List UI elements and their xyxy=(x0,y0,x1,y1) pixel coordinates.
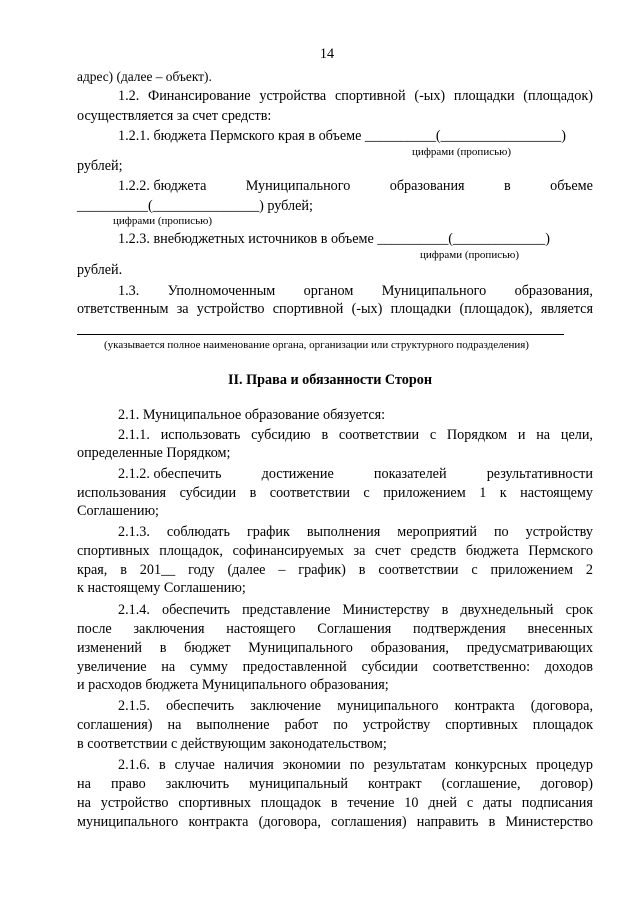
word: выполнение xyxy=(196,717,270,733)
paragraph-2-1-4-line-1 xyxy=(118,602,593,619)
paragraph-2-1-2-line-1 xyxy=(118,466,593,483)
paragraph-line: осуществляется за счет средств: xyxy=(77,108,272,124)
word: результатам xyxy=(373,757,446,773)
word: образования, xyxy=(514,283,593,299)
word: устройство xyxy=(196,301,265,317)
word: процедур xyxy=(536,757,593,773)
word: (площадок) xyxy=(523,88,593,104)
paragraph-line: определенные Порядком; xyxy=(77,445,231,461)
word: с xyxy=(363,485,370,501)
word: в xyxy=(441,602,449,618)
word: устройства xyxy=(259,88,327,104)
paragraph-2-1: 2.1. Муниципальное образование обязуется: xyxy=(118,407,386,423)
word: площадок xyxy=(260,795,321,811)
word: Министерству xyxy=(342,602,430,618)
word: экономии xyxy=(282,757,341,773)
word: 1 xyxy=(479,485,487,501)
word: муниципального xyxy=(77,814,179,830)
word: соглашения) xyxy=(77,717,153,733)
word: на xyxy=(77,776,91,792)
word: с xyxy=(471,562,478,578)
word: обеспечить xyxy=(161,602,230,618)
word: соответствии xyxy=(378,562,459,578)
paragraph-1-3-line-1 xyxy=(118,283,593,300)
word: приложением xyxy=(490,562,574,578)
blank-fill-line xyxy=(77,334,564,335)
paragraph-2-1-4-line-4 xyxy=(77,659,593,676)
word: двухнедельный xyxy=(460,602,554,618)
word: к xyxy=(499,485,507,501)
word: за xyxy=(176,301,189,317)
word: достижение xyxy=(261,466,334,482)
word: с xyxy=(429,427,437,443)
word: Соглашения xyxy=(317,621,392,637)
paragraph-line: и расходов бюджета Муниципального образования; xyxy=(77,677,389,693)
word: спортивных xyxy=(445,717,518,733)
word: 2 xyxy=(585,562,593,578)
word: предоставленной xyxy=(242,659,347,675)
word: Муниципального xyxy=(245,178,351,194)
word: спортивных xyxy=(178,795,251,811)
paragraph-2-1-3-line-2 xyxy=(77,543,593,560)
word: на xyxy=(77,795,91,811)
word: Порядком xyxy=(446,427,508,443)
word: в xyxy=(488,814,496,830)
word: доходов xyxy=(544,659,593,675)
paragraph-line: адрес) (далее – объект). xyxy=(77,69,212,84)
paragraph-line: __________(_______________) рублей; xyxy=(77,198,313,214)
caption-digits-words: цифрами (прописью) xyxy=(412,146,511,158)
paragraph-line: к настоящему Соглашению; xyxy=(77,580,246,596)
word: Уполномоченным xyxy=(167,283,276,299)
word: 10 xyxy=(404,795,419,811)
paragraph-line: Соглашению; xyxy=(77,503,159,519)
word: использовать xyxy=(160,427,241,443)
word: течение xyxy=(347,795,395,811)
word: представление xyxy=(242,602,331,618)
word: устройство xyxy=(100,795,169,811)
word: предусматривающих xyxy=(466,640,593,656)
word: в xyxy=(330,795,338,811)
paragraph-2-1-3-line-1 xyxy=(118,524,593,541)
word: сумму xyxy=(189,659,228,675)
word: за xyxy=(353,543,366,559)
word: (соглашение, xyxy=(441,776,521,792)
word: субсидии xyxy=(179,485,237,501)
word: соглашения) xyxy=(331,814,407,830)
word: увеличение xyxy=(77,659,147,675)
word: заключение xyxy=(250,698,322,714)
word: 2.1.1. xyxy=(118,427,150,443)
word: после xyxy=(77,621,112,637)
word: в xyxy=(358,562,366,578)
word: право xyxy=(110,776,146,792)
word: бюджета xyxy=(465,543,519,559)
word: заключить xyxy=(165,776,230,792)
word: соответствии xyxy=(269,485,350,501)
word: (-ых) xyxy=(351,301,383,317)
paragraph-2-1-3-line-3 xyxy=(77,562,593,579)
word: работ xyxy=(284,717,319,733)
word: договор) xyxy=(540,776,593,792)
word: Министерство xyxy=(505,814,593,830)
paragraph-1-3-line-2 xyxy=(77,301,593,318)
word: 2.1.6. xyxy=(118,757,150,773)
word: соответственно: xyxy=(432,659,531,675)
word: график) xyxy=(298,562,346,578)
word: 1.2.2. бюджета xyxy=(118,178,207,194)
word: является xyxy=(540,301,593,317)
word: в xyxy=(158,757,166,773)
word: в xyxy=(120,562,127,578)
word: 2.1.3. xyxy=(118,524,150,540)
word: году xyxy=(188,562,215,578)
paragraph-1-2-line-1 xyxy=(118,88,593,105)
paragraph-2-1-6-line-2 xyxy=(77,776,593,793)
paragraph-2-1-6-line-4 xyxy=(77,814,593,831)
word: по xyxy=(333,717,348,733)
word: случае xyxy=(174,757,215,773)
paragraph-2-1-2-line-2 xyxy=(77,485,593,502)
caption-organ-name: (указывается полное наименование органа, организации или структурного подразделения) xyxy=(104,339,529,351)
paragraph-line: рублей. xyxy=(77,262,123,278)
caption-digits-words: цифрами (прописью) xyxy=(113,215,212,227)
word: устройству xyxy=(525,524,593,540)
caption-digits-words: цифрами (прописью) xyxy=(420,249,519,261)
word: по xyxy=(349,757,365,773)
word: мероприятий xyxy=(397,524,477,540)
word: объеме xyxy=(550,178,593,194)
word: в xyxy=(321,427,329,443)
word: ответственным xyxy=(77,301,169,317)
word: на xyxy=(536,427,551,443)
word: спортивной xyxy=(334,88,406,104)
word: 2.1.2. обеспечить xyxy=(118,466,222,482)
word: (далее xyxy=(227,562,266,578)
paragraph-1-2-3: 1.2.3. внебюджетных источников в объеме __________(_____________) xyxy=(118,231,550,247)
word: Пермского xyxy=(528,543,593,559)
word: муниципальный xyxy=(249,776,348,792)
word: и xyxy=(517,427,526,443)
word: подписания xyxy=(521,795,593,811)
word: (площадок), xyxy=(459,301,533,317)
word: субсидии xyxy=(361,659,418,675)
paragraph-2-1-5-line-2 xyxy=(77,717,593,734)
word: обеспечить xyxy=(166,698,235,714)
word: цели, xyxy=(560,427,593,443)
section-title: II. Права и обязанности Сторон xyxy=(228,372,433,388)
word: 2.1.5. xyxy=(118,698,150,714)
word: Муниципального xyxy=(381,283,487,299)
word: даты xyxy=(483,795,512,811)
word: результативности xyxy=(486,466,593,482)
word: выполнения xyxy=(306,524,381,540)
word: соответствии xyxy=(338,427,420,443)
word: площадки xyxy=(390,301,452,317)
word: по xyxy=(493,524,509,540)
word: софинансируемых xyxy=(232,543,344,559)
word: (договора, xyxy=(258,814,321,830)
word: приложением xyxy=(383,485,466,501)
word: 1.2. xyxy=(118,88,140,104)
word: наличия xyxy=(223,757,274,773)
word: бюджет xyxy=(184,640,231,656)
word: настоящему xyxy=(520,485,593,501)
word: с xyxy=(466,795,474,811)
page-number: 14 xyxy=(319,46,335,62)
word: муниципального xyxy=(337,698,439,714)
word: площадки xyxy=(453,88,515,104)
word: в xyxy=(249,485,257,501)
word: дней xyxy=(428,795,458,811)
word: контракта xyxy=(188,814,249,830)
paragraph-1-2-2-line-1 xyxy=(118,178,593,195)
word: Финансирование xyxy=(148,88,251,104)
word: в xyxy=(159,640,167,656)
word: площадок, xyxy=(159,543,223,559)
word: соблюдать xyxy=(166,524,230,540)
paragraph-2-1-4-line-3 xyxy=(77,640,593,657)
word: использования xyxy=(77,485,167,501)
word: контракт xyxy=(368,776,422,792)
word: счет xyxy=(375,543,401,559)
word: на xyxy=(167,717,182,733)
word: показателей xyxy=(373,466,447,482)
word: на xyxy=(161,659,176,675)
word: спортивной xyxy=(272,301,344,317)
word: (-ых) xyxy=(414,88,446,104)
word: в xyxy=(503,178,511,194)
word: устройству xyxy=(362,717,431,733)
paragraph-2-1-1-line-1 xyxy=(118,427,593,444)
word: средств xyxy=(410,543,457,559)
paragraph-1-2-1: 1.2.1. бюджета Пермского края в объеме __________(_________________) xyxy=(118,128,566,144)
word: заключения xyxy=(133,621,205,637)
word: подтверждения xyxy=(412,621,506,637)
word: органом xyxy=(303,283,354,299)
paragraph-2-1-4-line-2 xyxy=(77,621,593,638)
paragraph-2-1-6-line-3 xyxy=(77,795,593,812)
word: 1.3. xyxy=(118,283,140,299)
word: – xyxy=(278,562,286,578)
word: (договора, xyxy=(530,698,593,714)
paragraph-line: рублей; xyxy=(77,158,123,174)
word: изменений xyxy=(77,640,142,656)
paragraph-line: в соответствии с действующим законодательством; xyxy=(77,736,387,752)
word: 2.1.4. xyxy=(118,602,150,618)
paragraph-2-1-6-line-1 xyxy=(118,757,593,774)
word: конкурсных xyxy=(454,757,528,773)
word: образования, xyxy=(370,640,449,656)
word: контракта xyxy=(454,698,515,714)
word: график xyxy=(246,524,290,540)
word: 201__ xyxy=(139,562,176,578)
word: образования xyxy=(389,178,465,194)
paragraph-2-1-5-line-1 xyxy=(118,698,593,715)
word: Муниципального xyxy=(248,640,353,656)
word: края, xyxy=(77,562,108,578)
word: спортивных xyxy=(77,543,150,559)
word: срок xyxy=(565,602,593,618)
word: настоящего xyxy=(226,621,296,637)
word: субсидию xyxy=(251,427,311,443)
word: площадок xyxy=(532,717,593,733)
word: направить xyxy=(416,814,479,830)
word: внесенных xyxy=(527,621,593,637)
